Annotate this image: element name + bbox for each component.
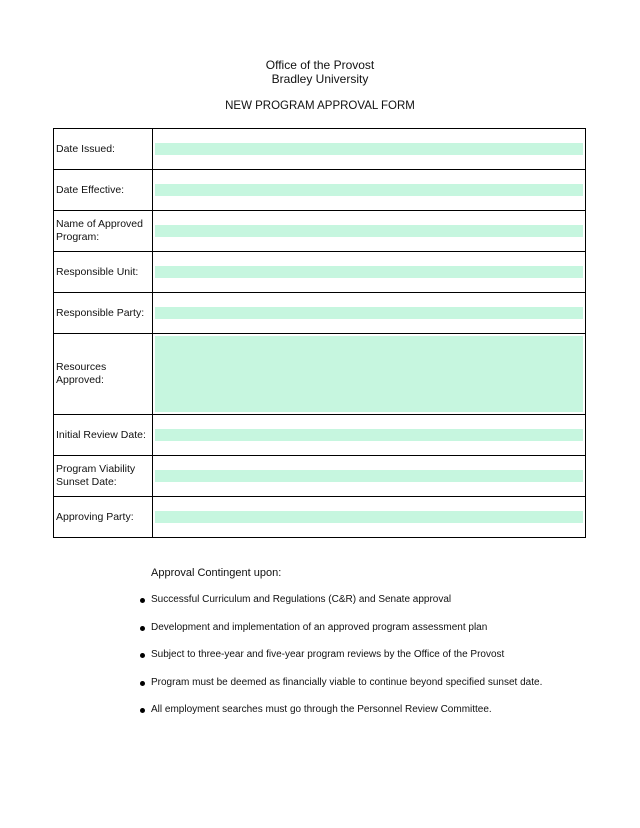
bullet-icon <box>140 653 145 658</box>
sunset-date-input[interactable] <box>155 470 583 482</box>
bullet-icon <box>140 708 145 713</box>
approving-party-input[interactable] <box>155 511 583 523</box>
list-item <box>140 704 542 732</box>
responsible-unit-label: Responsible Unit: <box>54 252 153 293</box>
condition-text: Subject to three-year and five-year program reviews by the Office of the Provost <box>151 649 505 660</box>
responsible-unit-input[interactable] <box>155 266 583 278</box>
responsible-party-input[interactable] <box>155 307 583 319</box>
list-item <box>140 677 542 705</box>
sunset-date-label: Program Viability Sunset Date: <box>54 456 153 497</box>
date-issued-input[interactable] <box>155 143 583 155</box>
form-row-initial-review-date <box>54 415 586 456</box>
condition-text: Development and implementation of an approved program assessment plan <box>151 621 488 633</box>
university-name: Bradley University <box>271 72 369 86</box>
office-name: Office of the Provost <box>265 58 375 72</box>
list-item <box>140 594 542 622</box>
list-item <box>140 622 542 650</box>
date-issued-label: Date Issued: <box>54 129 153 170</box>
form-row-resources-approved <box>54 334 586 415</box>
initial-review-date-input[interactable] <box>155 429 583 441</box>
form-row-date-issued <box>54 129 586 170</box>
approving-party-label: Approving Party: <box>54 497 153 538</box>
form-row-date-effective <box>54 170 586 211</box>
condition-text: All employment searches must go through the Personnel Review Committee. <box>151 704 492 715</box>
form-title: NEW PROGRAM APPROVAL FORM <box>225 100 415 112</box>
bullet-icon <box>140 681 145 686</box>
conditions-list <box>140 594 542 732</box>
approval-form-table <box>53 128 586 538</box>
responsible-party-label: Responsible Party: <box>54 293 153 334</box>
form-row-responsible-unit <box>54 252 586 293</box>
condition-text: Successful Curriculum and Regulations (C&R) and Senate approval <box>151 594 452 605</box>
resources-approved-label: Resources Approved: <box>54 334 153 415</box>
form-row-approving-party <box>54 497 586 538</box>
initial-review-date-label: Initial Review Date: <box>54 415 153 456</box>
form-row-responsible-party <box>54 293 586 334</box>
program-name-input[interactable] <box>155 225 583 237</box>
date-effective-label: Date Effective: <box>54 170 153 211</box>
document-header <box>0 58 640 86</box>
condition-text: Program must be deemed as financially viable to continue beyond specified sunset date. <box>151 676 543 688</box>
bullet-icon <box>140 598 145 603</box>
date-effective-input[interactable] <box>155 184 583 196</box>
list-item <box>140 649 542 677</box>
contingent-heading: Approval Contingent upon: <box>151 567 282 579</box>
form-row-sunset-date <box>54 456 586 497</box>
program-name-label: Name of Approved Program: <box>54 211 153 252</box>
resources-approved-input[interactable] <box>155 336 583 412</box>
form-row-program-name <box>54 211 586 252</box>
bullet-icon <box>140 626 145 631</box>
